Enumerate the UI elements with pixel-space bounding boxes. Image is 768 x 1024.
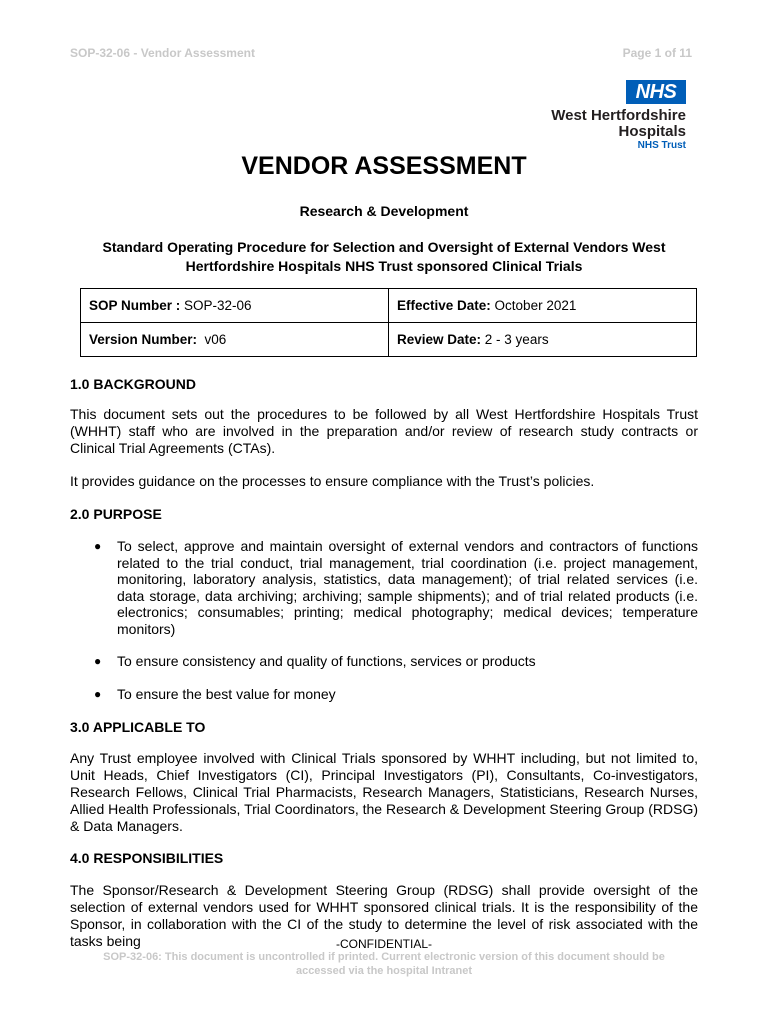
header-page-number: Page 1 of 11: [622, 46, 692, 60]
responsibilities-paragraph: The Sponsor/Research & Development Steering Group (RDSG) shall provide oversight of the selection of external vendors used for WHHT sponsored clinical trials. It is the responsibility of the Sponsor, in collaboration with the CI of the study to determine the level of risk associated with the tasks being: [70, 882, 698, 949]
version-number-label: Version Number:: [89, 332, 198, 347]
bullet-text: To select, approve and maintain oversight of external vendors and contractors of functions related to the trial conduct, trial management, trial coordination (i.e. project management, monitoring, laboratory analysis, statistics, data management); of trial related services (i.e. data storage, data archiving; archiving; sample shipments); and of trial related products (i.e. electronics; consumables; printing; medical photography; medical devices; temperature monitors): [117, 538, 698, 637]
effective-date-label: Effective Date:: [397, 298, 491, 313]
document-title: VENDOR ASSESSMENT: [241, 152, 527, 180]
review-date-value: 2 - 3 years: [481, 332, 549, 347]
responsibilities-heading: 4.0 RESPONSIBILITIES: [70, 850, 224, 866]
version-number-value: v06: [197, 332, 227, 347]
department-name: Research & Development: [299, 203, 469, 219]
sop-number-cell: [81, 289, 389, 323]
background-heading: 1.0 BACKGROUND: [70, 376, 197, 392]
sop-number-value: SOP-32-06: [180, 298, 252, 313]
table-row: [81, 289, 697, 323]
bullet-icon: ●: [94, 539, 102, 553]
applicable-heading: 3.0 APPLICABLE TO: [70, 719, 206, 735]
list-item: [70, 686, 698, 703]
sop-metadata-table: [80, 288, 697, 357]
confidential-label: -CONFIDENTIAL-: [336, 937, 432, 951]
footer-disclaimer: SOP-32-06: This document is uncontrolled if printed. Current electronic version of this document should be accessed via the hospital Intranet: [103, 951, 665, 977]
review-date-label: Review Date:: [397, 332, 482, 347]
logo-org-line2: Hospitals: [618, 123, 686, 140]
bullet-text: To ensure consistency and quality of functions, services or products: [117, 653, 536, 669]
background-paragraph-2: It provides guidance on the processes to ensure compliance with the Trust’s policies.: [70, 473, 595, 489]
nhs-logo-mark: NHS: [626, 80, 686, 104]
effective-date-value: October 2021: [490, 298, 577, 313]
logo-org-line1: West Hertfordshire: [551, 107, 686, 124]
version-number-cell: [81, 323, 389, 357]
purpose-heading: 2.0 PURPOSE: [70, 506, 162, 522]
bullet-icon: ●: [94, 654, 102, 668]
review-date-cell: [389, 323, 697, 357]
header-doc-ref: SOP-32-06 - Vendor Assessment: [70, 46, 255, 60]
effective-date-cell: [389, 289, 697, 323]
bullet-icon: ●: [94, 686, 102, 701]
background-paragraph-1: This document sets out the procedures to be followed by all West Hertfordshire Hospitals Trust (WHHT) staff who are involved in the preparation and/or review of research study contracts or Clinical Trial Agreements (CTAs).: [70, 406, 698, 456]
document-subtitle: Standard Operating Procedure for Selection and Oversight of External Vendors West Hertfordshire Hospitals NHS Trust sponsored Clinical Trials: [102, 239, 666, 274]
applicable-paragraph: Any Trust employee involved with Clinical Trials sponsored by WHHT including, but not limited to, Unit Heads, Chief Investigators (CI), Principal Investigators (PI), Consultants, Co-investigators, Research Fellows, Clinical Trial Pharmacists, Research Managers, Statisticians, Research Nurses, Allied Health Professionals, Trial Coordinators, the Research & Development Steering Group (RDSG) & Data Managers.: [70, 750, 698, 834]
list-item: [70, 538, 698, 637]
table-row: [81, 323, 697, 357]
sop-number-label: SOP Number :: [89, 298, 181, 313]
list-item: [70, 653, 698, 670]
logo-trust-label: NHS Trust: [637, 140, 686, 151]
purpose-bullet-list: [70, 538, 698, 702]
bullet-text: To ensure the best value for money: [117, 685, 336, 702]
nhs-trust-logo: [546, 80, 692, 156]
